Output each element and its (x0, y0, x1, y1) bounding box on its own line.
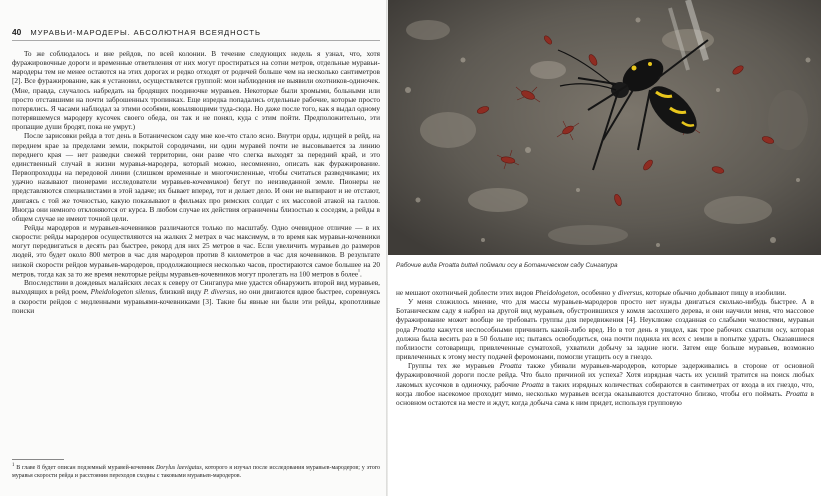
text-run: в основном остаются на месте и ждут, когда добыча сама к ним придет, используя групповую (396, 388, 814, 407)
italic-text: Pheidologeton (535, 288, 578, 297)
italic-text: P. diversus (203, 287, 236, 297)
italic-text: кочевников (192, 177, 227, 187)
footnote (12, 463, 380, 481)
text-run: Рабочие вида (396, 262, 439, 269)
text-run: , которые обычно добывают пищу в изобилии. (642, 288, 787, 297)
text-run: В главе 8 будет описан подземный муравей-кочевник (14, 465, 156, 471)
italic-text: diversus (617, 288, 643, 297)
italic-text: Dorylus laevigatus (155, 465, 202, 471)
right-page (388, 0, 821, 496)
text-run: кажутся неспособными причинить какой-либо вред. Но в тот день я увидел, как трое рабочих схватили осу, которая должна была весить раз в 50 больше их; пытаясь освободиться, она почти подняла их всех с земли в попытке удрать. Оказавшиеся поблизости сотоварищи, привлеченные суматохой, ухватили добычу за задние ноги. Затем еще больше муравьев, возможно привлеченных к этому месту подачей феромонами, помогли утащить осу в гнездо. (396, 324, 814, 362)
paragraph (396, 361, 814, 407)
text-run: Рейды мародеров и муравьев-кочевников различаются только по масштабу. Одно очевидное отличие — в их скорости: рейды мародеров осуществляются на жалких 2 метрах в час максимум, в то время как муравьи-кочевники могут передвигаться в десять раз быстрее, рекорд для них 25 метров в час. Если увеличить муравьев до размеров людей, это будет около 800 метров в час для мародеров против 8 километров в час для кочевников. В результате низкой скорости рейдов муравьев-мародеров, продолжающиеся несколько часов, простираются самое большее на 20 метров, тогда как за то же время некоторые рейды муравьев-кочевников могут пролегать на 100 метров в более (12, 222, 380, 279)
right-body-text (396, 288, 814, 407)
text-run: Впоследствии в дождевых малайских лесах к северу от Сингапура мне удастся обнаружить второй вид муравьев, выходящих в рейд роем, (12, 278, 380, 297)
text-run: поймали осу в Ботаническом саду Сингапура (478, 262, 618, 269)
text-run: , особенно у (577, 288, 618, 297)
left-body-text (12, 49, 380, 315)
header-rule (12, 40, 380, 41)
ants-photo (388, 0, 821, 255)
running-head (12, 27, 380, 37)
text-run: После зарисовки рейда в тот день в Ботаническом саду мне кое-что стало ясно. Внутри орды, идущей в рейд, на переднем крае за пределами земли, покрытой сородичами, ни один муравей почти не высовывается за линию переднего края — нет разведки свежей территории, они разве что слегка выходят за передний край, и это единственный случай в жизни муравья-мародера, который можно, несомненно, описать как фуражирование. Первопроходцы на передовой линии (слишком временные и многочисленные, чтобы считаться разведчиками; их удачно называют пионерами исследователи муравьев- (12, 131, 380, 187)
italic-text: Pheidologeton silenus (90, 287, 156, 297)
text-run: У меня сложилось мнение, что для массы муравьев-мародеров просто нет нужды двигаться сколько-нибудь быстрее. А в Ботаническом саду я набрел на другой вид муравьев, обустроившихся у комля засохшего дерева, и они научили меня, что массовое фуражирование может вообще не требовать группы для передвижения [4]. Неуклюже созданная со слабыми челюстями, муравьи рода (396, 297, 814, 334)
text-run: Группы тех же муравьев (408, 361, 500, 371)
text-run: в таких изрядных количествах собираются в сантиметрах от входа в их гнездо, что, когда любое насекомое проходит мимо, несколько муравьев всегда оказываются достаточно близко, чтобы его поймать. (396, 379, 815, 398)
italic-text: Proatta (412, 324, 435, 334)
text-run: не мешают охотничьей доблести этих видов (396, 288, 536, 297)
text-run: , но они двигаются вдвое быстрее, соревнуясь в скорости рейдов с медленными муравьями-кочевниками [3]. Такие бы явные ни были эти рейды, кропотливые поиски (12, 287, 381, 315)
italic-text: Proatta butteli (438, 262, 479, 269)
text-run: , близкий виду (155, 287, 204, 297)
text-run: . (359, 269, 362, 279)
text-run: То же соблюдалось и вне рейдов, по всей колонии. В течение следующих недель я узнал, что, хотя фуражировочные дороги и временные ответвления от них могут простираться на сотни метров, отдельные муравьи-мародеры тем не менее остаются на этих дорогах и редко отходят от родичей больше чем на несколько сантиметров [2]. Все фуражирование, как я установил, осуществляется группой: мои наблюдения не выявили охотников-одиночек. (Мне, правда, случалось набредать на бродящих поодиночке муравьев. Некоторые были хромыми, больными или просто отставшими на почти заброшенных тропинках. Еще изредка попадались отдельные рабочие, которые просто потерялись. Я часами наблюдал за этими особями, ковыляющими туда-сюда. Но даже после того, как я выдал одному потерявшемуся мародеру кусочек своего обеда, он так и не понял, куда с этим пойти. Предположительно, эти пропащие души бродят, пока не умрут.) (12, 49, 380, 132)
paragraph (12, 278, 380, 315)
paragraph (396, 297, 814, 361)
running-head-title: МУРАВЬИ-МАРОДЕРЫ. АБСОЛЮТНАЯ ВСЕЯДНОСТЬ (30, 28, 261, 37)
paragraph (12, 223, 380, 278)
text-run: также убивали муравьев-мародеров, которые задерживались в стороне от основной фуражировочной дороги после рейда. Что было причиной их успеха? Хотя изрядная часть их усилий тратится на поиск любых лакомых кусочков в одиночку, рабочие (396, 361, 814, 389)
page-number: 40 (12, 27, 22, 37)
italic-text: Proatta (499, 361, 522, 371)
footnote-number: 1 (12, 463, 15, 468)
text-run: ) бегут по неизведанной земле. Пионеры не представляются специалистами в этой задаче; их бывает вперед, тот и делает дело. И они не выпирают и не отстают, двигаясь с той же точностью, какую показывают в фильмах про римских солдат с их массовой атакой на галлов. Иногда они немного отклоняются от курса. В любом случае их действия ограничены близостью к соседям, а рейды в общем случае не имеют точной цели. (12, 177, 380, 223)
paragraph (12, 49, 380, 131)
paragraph (396, 288, 814, 297)
paragraph (12, 131, 380, 223)
footnote-rule (12, 459, 64, 460)
left-page (0, 0, 386, 496)
italic-text: Proatta (521, 379, 544, 389)
text-run: , которого я изучал после исследования муравьев-мародеров; у этого муравья скорости рейда и расстояния переходов сходны с таковыми муравьев-мародеров. (12, 465, 381, 479)
footnote-mark: ¹ (358, 268, 360, 275)
italic-text: Proatta (785, 388, 808, 398)
photo-caption (396, 262, 816, 269)
